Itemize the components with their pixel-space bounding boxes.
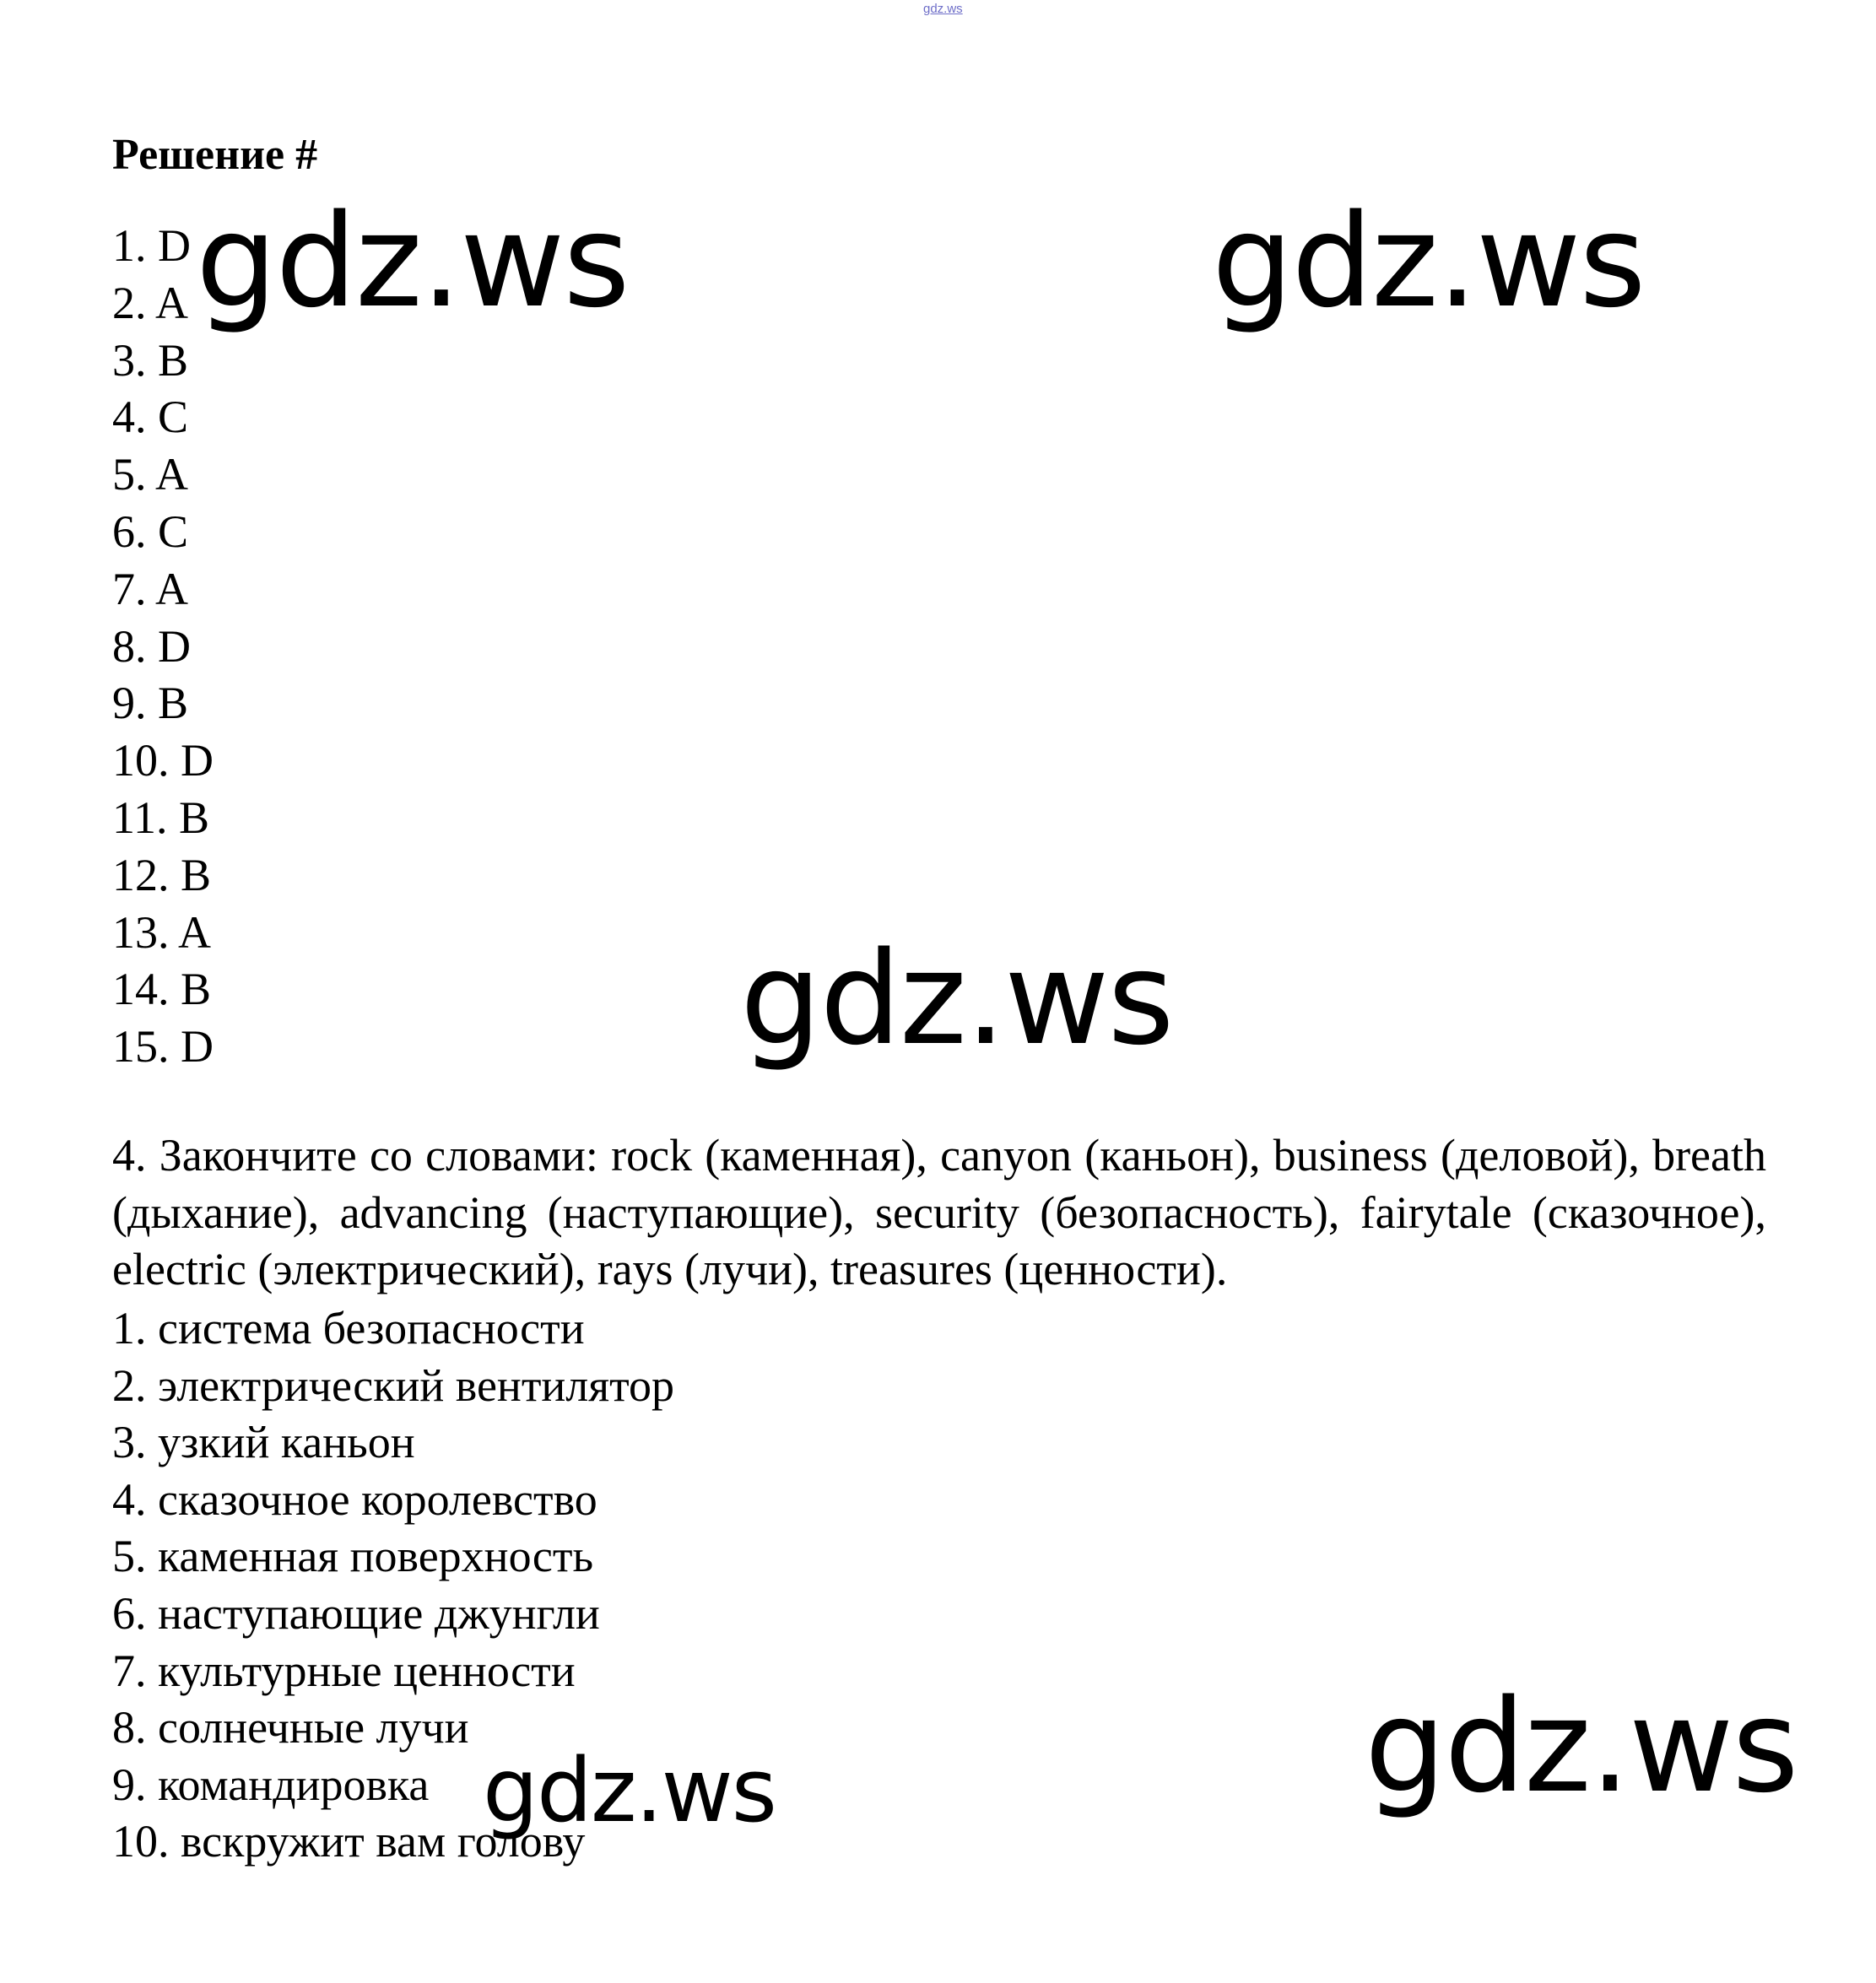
top-site-link[interactable]: gdz.ws	[923, 2, 963, 16]
watermark: gdz.ws	[740, 924, 1173, 1073]
answer-item: 9. B	[112, 678, 189, 729]
solution-heading: Решение #	[112, 131, 318, 179]
phrase-item: 5. каменная поверхность	[112, 1531, 594, 1582]
watermark: gdz.ws	[196, 186, 629, 336]
answer-list	[112, 218, 214, 1076]
phrase-item: 9. командировка	[112, 1759, 430, 1810]
answer-item: 6. C	[112, 505, 189, 557]
answer-item: 2. A	[112, 277, 189, 328]
answer-item: 5. A	[112, 449, 189, 500]
phrase-item: 6. наступающие джунгли	[112, 1587, 600, 1639]
task-instructions: 4. Закончите со словами: rock (каменная), canyon (каньон), business (деловой), breath (дыхание), advancing (наступающие), security (безопасность), fairytale (сказочное), electric (электрический), rays (лучи), treasures (ценности).	[112, 1130, 1766, 1294]
phrase-item: 1. система безопасности	[112, 1303, 585, 1354]
phrase-item: 10. вскружит вам голову	[112, 1816, 586, 1867]
answer-item: 8. D	[112, 620, 191, 672]
answer-item: 12. B	[112, 849, 212, 900]
watermark: gdz.ws	[1212, 186, 1645, 336]
answer-item: 1. D	[112, 220, 191, 271]
answer-item: 4. C	[112, 392, 189, 443]
answer-item: 7. A	[112, 563, 189, 614]
phrase-item: 3. узкий каньон	[112, 1417, 415, 1468]
watermark: gdz.ws	[1365, 1672, 1798, 1821]
answer-item: 15. D	[112, 1021, 214, 1073]
phrase-item: 4. сказочное королевство	[112, 1473, 597, 1525]
phrase-item: 2. электрический вентилятор	[112, 1359, 674, 1411]
answer-item: 3. B	[112, 334, 189, 386]
answer-item: 11. B	[112, 792, 210, 843]
phrase-item: 7. культурные ценности	[112, 1645, 576, 1696]
answer-item: 14. B	[112, 964, 212, 1015]
answer-item: 13. A	[112, 906, 212, 958]
watermark: gdz.ws	[483, 1739, 776, 1842]
answer-item: 10. D	[112, 735, 214, 786]
phrase-item: 8. солнечные лучи	[112, 1702, 469, 1753]
